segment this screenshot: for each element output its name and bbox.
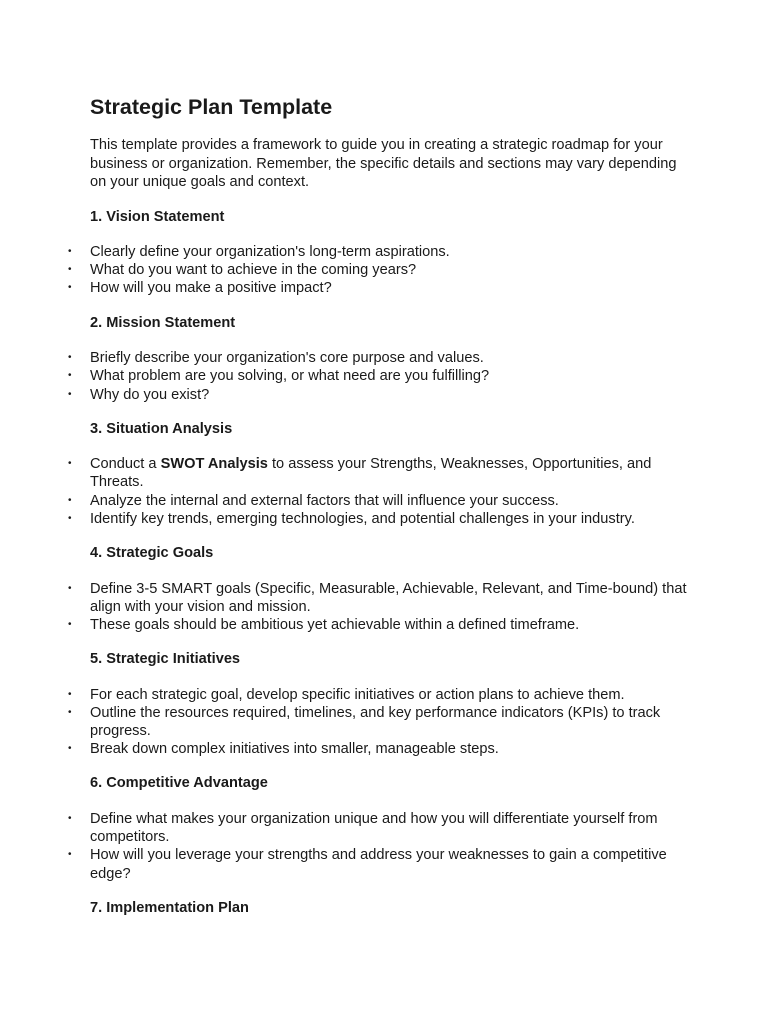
bullet-icon: • <box>68 388 72 400</box>
list-item <box>68 686 690 704</box>
list-item <box>68 704 690 740</box>
list-item-bold-text: SWOT Analysis <box>160 456 268 473</box>
bullet-list <box>68 810 690 883</box>
list-item-text: These goals should be ambitious yet achievable within a defined timeframe. <box>90 616 580 633</box>
bullet-list <box>68 580 690 635</box>
list-item <box>68 846 690 882</box>
bullet-icon: • <box>68 352 72 364</box>
list-item <box>68 279 690 297</box>
list-item-text: What problem are you solving, or what need are you fulfilling? <box>90 368 490 385</box>
list-item-text: to assess your Strengths, Weaknesses, Opportunities, and Threats. <box>90 456 652 491</box>
bullet-list <box>68 243 690 298</box>
bullet-icon: • <box>68 812 72 824</box>
bullet-list <box>68 349 690 404</box>
list-item-text: Identify key trends, emerging technologies, and potential challenges in your industry. <box>90 510 635 527</box>
section-heading: 6. Competitive Advantage <box>90 775 268 792</box>
list-item <box>68 492 690 510</box>
list-item <box>68 616 690 634</box>
bullet-icon: • <box>68 458 72 470</box>
section-heading: 1. Vision Statement <box>90 208 225 225</box>
bullet-icon: • <box>68 370 72 382</box>
list-item <box>68 349 690 367</box>
list-item <box>68 510 690 528</box>
list-item-text: How will you leverage your strengths and address your weaknesses to gain a competitive edge? <box>90 847 667 882</box>
list-item <box>68 261 690 279</box>
list-item-text: Why do you exist? <box>90 386 210 403</box>
bullet-list <box>68 455 690 528</box>
list-item <box>68 580 690 616</box>
bullet-icon: • <box>68 849 72 861</box>
list-item <box>68 740 690 758</box>
section-heading: 2. Mission Statement <box>90 314 236 331</box>
list-item-text: Analyze the internal and external factors that will influence your success. <box>90 492 559 509</box>
list-item <box>68 367 690 385</box>
list-item-text: Define what makes your organization unique and how you will differentiate yourself from competitors. <box>90 810 658 846</box>
section-heading: 4. Strategic Goals <box>90 545 214 562</box>
bullet-icon: • <box>68 264 72 276</box>
bullet-icon: • <box>68 582 72 594</box>
bullet-icon: • <box>68 618 72 630</box>
section-heading: 5. Strategic Initiatives <box>90 651 241 668</box>
list-item-text: Define 3-5 SMART goals (Specific, Measurable, Achievable, Relevant, and Time-bound) that align with your vision and mission. <box>90 580 687 615</box>
bullet-icon: • <box>68 512 72 524</box>
bullet-icon: • <box>68 246 72 257</box>
list-item-text: How will you make a positive impact? <box>90 280 332 297</box>
list-item <box>68 455 690 491</box>
list-item-text: What do you want to achieve in the coming years? <box>90 262 417 279</box>
section-heading: 7. Implementation Plan <box>90 899 249 916</box>
intro-paragraph: This template provides a framework to guide you in creating a strategic roadmap for your business or organization. Remember, the specific details and sections may vary depending on your unique goals and context. <box>90 137 677 190</box>
bullet-icon: • <box>68 743 72 755</box>
list-item-text: Outline the resources required, timelines, and key performance indicators (KPIs) to track progress. <box>90 704 661 740</box>
document-title: Strategic Plan Template <box>90 95 333 119</box>
bullet-icon: • <box>68 706 72 718</box>
list-item <box>68 810 690 846</box>
list-item-text: Clearly define your organization's long-term aspirations. <box>90 244 450 260</box>
list-item-text: Briefly describe your organization's core purpose and values. <box>90 350 484 367</box>
list-item-text: For each strategic goal, develop specific initiatives or action plans to achieve them. <box>90 686 625 703</box>
sections-container <box>68 208 690 918</box>
section-heading: 3. Situation Analysis <box>90 420 233 437</box>
list-item-text: Break down complex initiatives into smaller, manageable steps. <box>90 741 499 758</box>
bullet-list <box>68 686 690 759</box>
bullet-icon: • <box>68 688 72 700</box>
list-item-text: Conduct a <box>90 456 161 473</box>
list-item <box>68 386 690 404</box>
list-item <box>68 243 690 261</box>
bullet-icon: • <box>68 282 72 294</box>
bullet-icon: • <box>68 494 72 506</box>
document-content <box>68 93 690 934</box>
